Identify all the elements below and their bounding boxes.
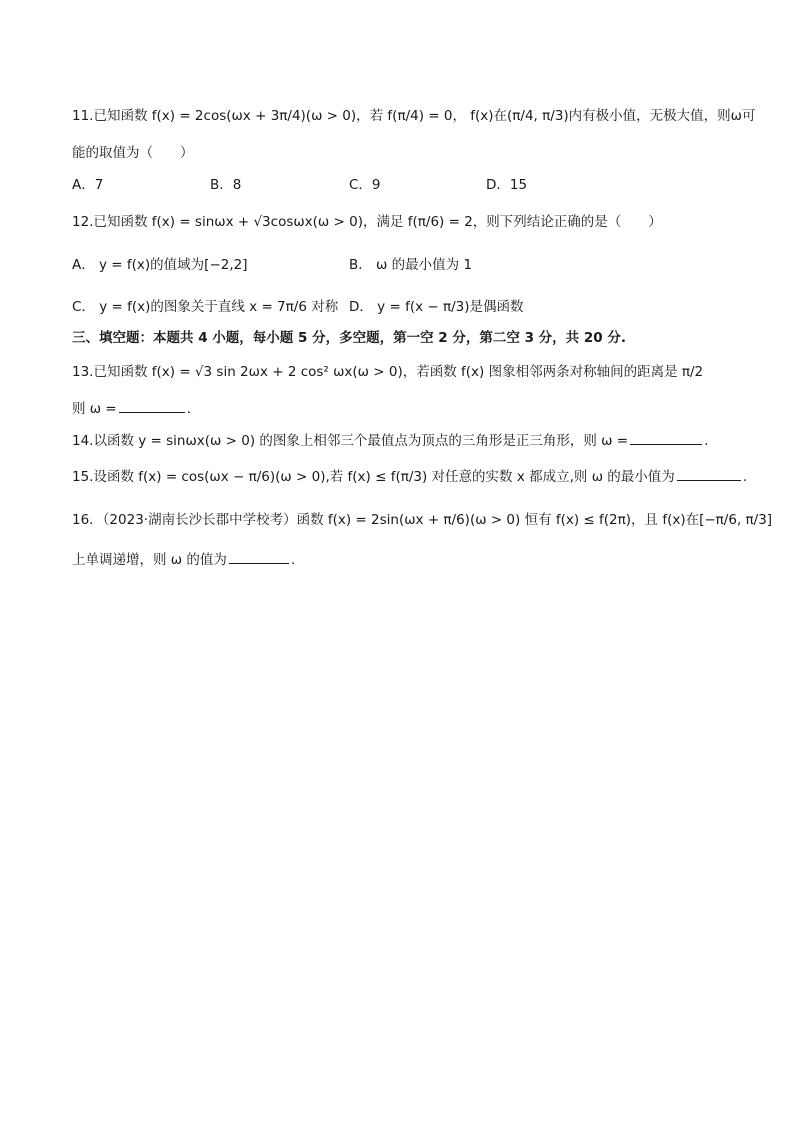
q15-answer-blank[interactable]: [677, 466, 741, 481]
q12-options-row1: [72, 255, 722, 275]
q11-option-a: A．7: [72, 177, 104, 193]
q12-option-a: A． y = f(x)的值域为[−2,2]: [72, 257, 248, 273]
section-3-heading: 三、填空题：本题共 4 小题，每小题 5 分，多空题，第一空 2 分，第二空 3 分，共 20 分.: [72, 330, 626, 346]
q16-answer-blank[interactable]: [229, 549, 289, 564]
q16-period: .: [290, 552, 296, 568]
q15-line: [72, 466, 748, 487]
q13-line1: 13.已知函数 f(x) = √3 sin 2ωx + 2 cos² ωx(ω > 0)，若函数 f(x) 图象相邻两条对称轴间的距离是 π/2: [72, 364, 704, 380]
q15-period: .: [742, 469, 748, 485]
q15-text: 15.设函数 f(x) = cos(ωx − π/6)(ω > 0),若 f(x) ≤ f(π/3) 对任意的实数 x 都成立,则 ω 的最小值为: [72, 469, 675, 485]
q11-option-c: C．9: [349, 177, 381, 193]
q14-text: 14.以函数 y = sinωx(ω > 0) 的图象上相邻三个最值点为顶点的三角形是正三角形，则 ω =: [72, 433, 629, 449]
q13-line2-text: 则 ω =: [72, 401, 117, 417]
q11-line2: 能的取值为（ ）: [72, 145, 194, 161]
q14-period: .: [704, 433, 709, 449]
q13-answer-blank[interactable]: [119, 398, 185, 413]
q16-line2: [72, 549, 724, 570]
q11-line1: 11.已知函数 f(x) = 2cos(ωx + 3π/4)(ω > 0)，若 f(π/4) = 0， f(x)在(π/4, π/3)内有极小值，无极大值，则ω可: [72, 108, 756, 124]
q11-option-b: B．8: [210, 177, 242, 193]
q16-line2-text: 上单调递增，则 ω 的值为: [72, 552, 227, 568]
q13-period: .: [186, 401, 191, 417]
q12-option-b: B． ω 的最小值为 1: [349, 257, 473, 273]
q14-line: [72, 430, 724, 451]
q12-options-row2: [72, 297, 722, 317]
q12-stem: 12.已知函数 f(x) = sinωx + √3cosωx(ω > 0)，满足 f(π/6) = 2，则下列结论正确的是（ ）: [72, 214, 662, 230]
q11-options: [72, 175, 572, 195]
q12-option-d: D． y = f(x − π/3)是偶函数: [349, 299, 524, 315]
q16-line1: 16．（2023·湖南长沙长郡中学校考）函数 f(x) = 2sin(ωx + π/6)(ω > 0) 恒有 f(x) ≤ f(2π)，且 f(x)在[−π/6, π/3]: [72, 512, 773, 528]
q13-line2: [72, 398, 724, 419]
q12-option-c: C． y = f(x)的图象关于直线 x = 7π/6 对称: [72, 299, 339, 315]
q14-answer-blank[interactable]: [630, 430, 702, 445]
q11-option-d: D．15: [486, 177, 528, 193]
